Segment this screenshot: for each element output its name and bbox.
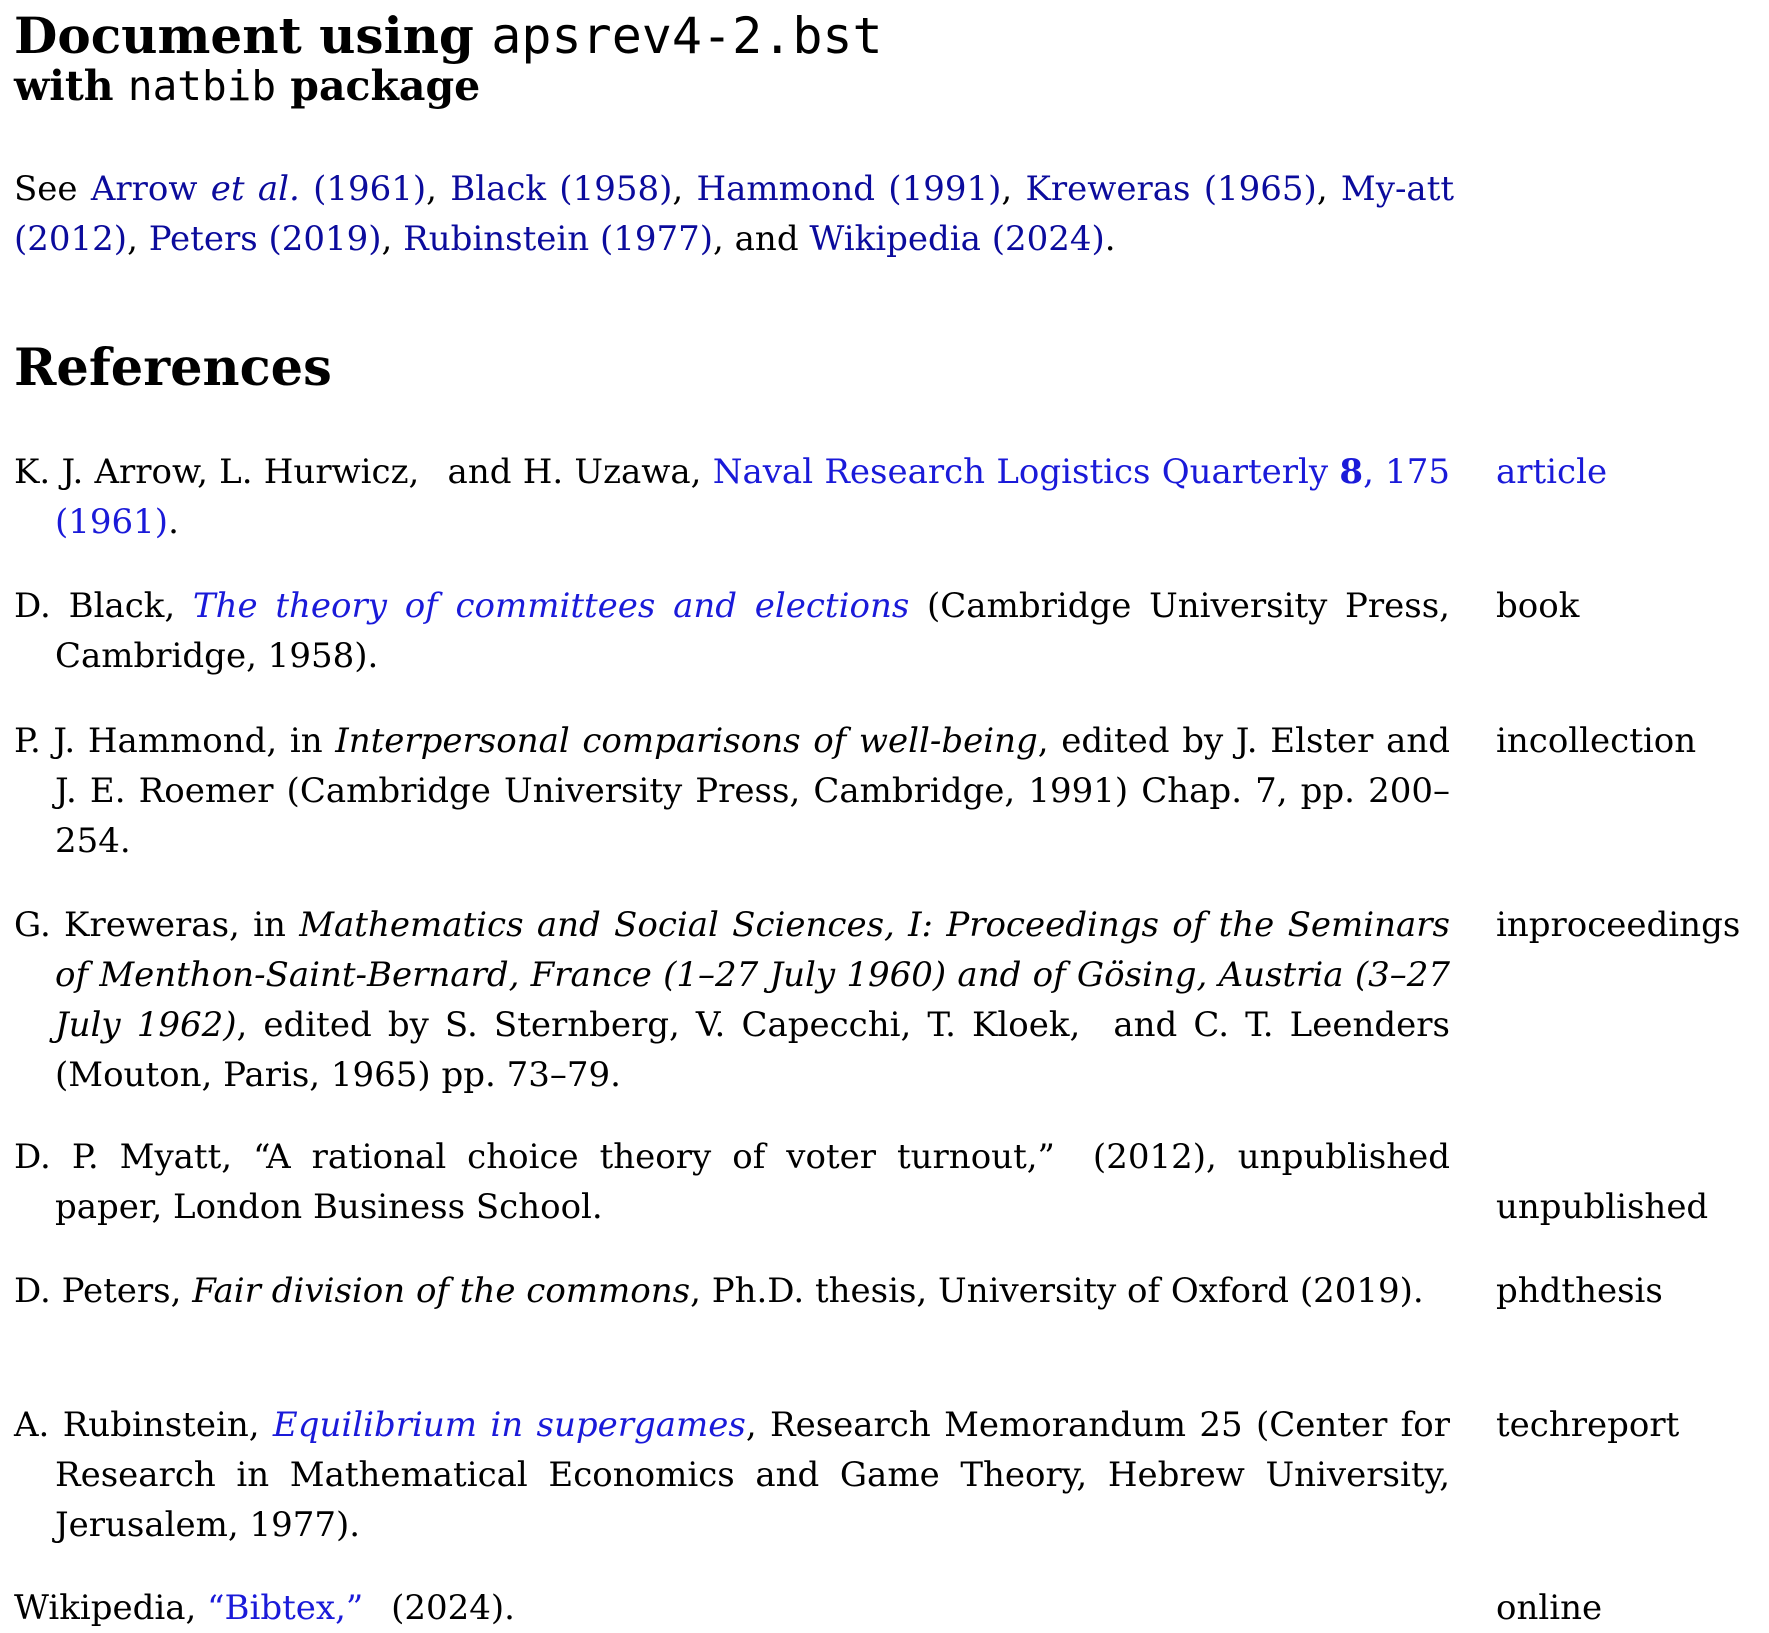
title-code: apsrev4-2.bst [491, 7, 883, 65]
intro-paragraph: See Arrow et al. (1961), Black (1958), Hammond (1991), Kreweras (1965), My-att (2012), Peters (2019), Rubinstein (1977), and Wikipedia (2024). [14, 169, 1455, 259]
title-line-1 [14, 6, 883, 66]
citation-hammond[interactable]: Hammond (1991) [696, 169, 1002, 209]
citation-black[interactable]: Black (1958) [450, 169, 673, 209]
reference-entry-arrow: K. J. Arrow, L. Hurwicz, and H. Uzawa, Naval Research Logistics Quarterly 8, 175 (1961). [14, 452, 1451, 542]
reference-entry-peters: D. Peters, Fair division of the commons, Ph.D. thesis, University of Oxford (2019). [14, 1271, 1424, 1311]
entry-type-unpublished: unpublished [1496, 1187, 1709, 1227]
subtitle-prefix: with [14, 62, 128, 110]
citation-peters[interactable]: Peters (2019) [148, 219, 382, 259]
reference-entry-myatt: D. P. Myatt, “A rational choice theory of voter turnout,” (2012), unpublished paper, London Business School. [14, 1137, 1450, 1227]
subtitle-code: natbib [127, 62, 277, 110]
title-line-2 [14, 62, 883, 111]
entry-type-techreport: techreport [1496, 1405, 1680, 1445]
online-title-link[interactable]: “Bibtex,” [207, 1588, 364, 1628]
book-title-link[interactable]: The theory of committees and elections [192, 586, 910, 626]
entry-type-phdthesis: phdthesis [1496, 1271, 1663, 1311]
reference-entry-hammond: P. J. Hammond, in Interpersonal comparisons of well-being, edited by J. Elster and J. E. Roemer (Cambridge University Press, Cambridge, 1991) Chap. 7, pp. 200–254. [14, 721, 1451, 861]
citation-arrow[interactable]: Arrow et al. (1961) [90, 169, 427, 209]
document-title [14, 6, 883, 111]
reference-entry-black: D. Black, The theory of committees and elections (Cambridge University Press, Cambridge, 1958). [14, 586, 1450, 676]
journal-link[interactable]: Naval Research Logistics Quarterly 8, 175 (1961) [55, 452, 1451, 542]
entry-type-inproceedings: inproceedings [1496, 905, 1741, 945]
title-text: Document using [14, 6, 492, 65]
references-heading: References [14, 338, 332, 398]
reference-entry-rubinstein: A. Rubinstein, Equilibrium in supergames, Research Memorandum 25 (Center for Research in Mathematical Economics and Game Theory, Hebrew University, Jerusalem, 1977). [14, 1405, 1450, 1545]
entry-type-online: online [1496, 1588, 1603, 1628]
citation-myatt[interactable]: My-att (2012) [14, 169, 1455, 259]
citation-kreweras[interactable]: Kreweras (1965) [1025, 169, 1317, 209]
entry-type-book: book [1496, 586, 1580, 626]
subtitle-suffix: package [276, 62, 481, 110]
reference-entry-kreweras: G. Kreweras, in Mathematics and Social Sciences, I: Proceedings of the Seminars of Menthon-Saint-Bernard, France (1–27 July 1960) and of Gösing, Austria (3–27 July 1962), edited by S. Sternberg, V. Capecchi, T. Kloek, and C. T. Leenders (Mouton, Paris, 1965) pp. 73–79. [14, 905, 1450, 1095]
citation-rubinstein[interactable]: Rubinstein (1977) [403, 219, 714, 259]
intro-see: See [14, 169, 91, 209]
entry-type-article[interactable]: article [1496, 452, 1608, 492]
reference-entry-wikipedia: Wikipedia, “Bibtex,” (2024). [14, 1588, 515, 1628]
citation-wikipedia[interactable]: Wikipedia (2024) [809, 219, 1105, 259]
entry-type-incollection: incollection [1496, 721, 1697, 761]
report-title-link[interactable]: Equilibrium in supergames [272, 1405, 746, 1445]
